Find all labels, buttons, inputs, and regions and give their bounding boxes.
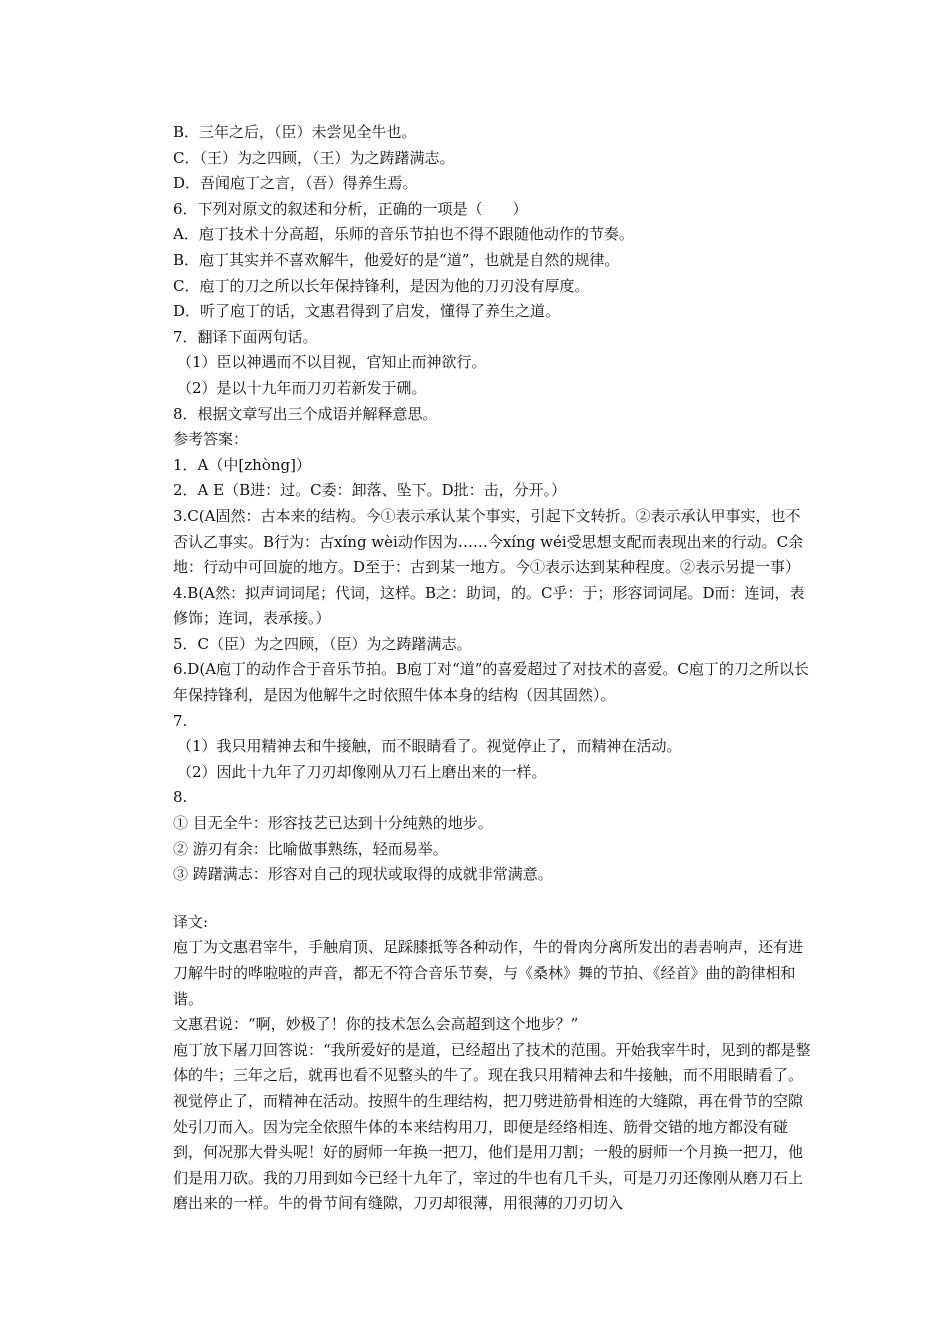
question-8-stem: 8．根据文章写出三个成语并解释意思。: [173, 404, 438, 423]
answer-6: 6.D(A庖丁的动作合于音乐节拍。B庖丁对“道”的喜爱超过了对技术的喜爱。C庖丁的刀之所以长年保持锋利，是因为他解牛之时依照牛体本身的结构（因其固然）。: [173, 660, 809, 705]
document-page: [173, 120, 813, 1217]
question-6-stem: 6．下列对原文的叙述和分析，正确的一项是（ ）: [173, 199, 528, 218]
question-7-stem: 7．翻译下面两句话。: [173, 327, 318, 346]
answer-8-item-2: ② 游刃有余：比喻做事熟练，轻而易举。: [173, 839, 448, 858]
answer-8-number: 8.: [173, 788, 188, 807]
answers-title: 参考答案：: [173, 430, 249, 449]
question-6-option-a: A．庖丁技术十分高超，乐师的音乐节拍也不得不跟随他动作的节奏。: [173, 225, 634, 244]
translation-paragraph-3: 庖丁放下屠刀回答说：“我所爱好的是道，已经超出了技术的范围。开始我宰牛时，见到的都是整体的牛；三年之后，就再也看不见整头的牛了。现在我只用精神去和牛接触，而不用眼睛看了。视觉停止了，而精神在活动。按照牛的生理结构，把刀劈进筋骨相连的大缝隙，再在骨节的空隙处引刀而入。因为完全依照牛体的本来结构用刀，即便是经络相连、筋骨交错的地方都没有碰到，何况那大骨头呢！好的厨师一年换一把刀，他们是用刀割；一般的厨师一个月换一把刀，他们是用刀砍。我的刀用到如今已经十九年了，宰过的牛也有几千头，可是刀刃还像刚从磨刀石上磨出来的一样。牛的骨节间有缝隙，刀刃却很薄，用很薄的刀刃切入: [173, 1040, 811, 1213]
option-b: B．三年之后，（臣）未尝见全牛也。: [173, 123, 417, 141]
answer-5: 5．C（臣）为之四顾，（臣）为之踌躇满志。: [173, 634, 472, 653]
question-7-item-1: （1）臣以神遇而不以目视，官知止而神欲行。: [177, 353, 487, 372]
answer-1: 1．A（中[zhòng]）: [173, 455, 311, 474]
answer-8-item-1: ① 目无全牛：形容技艺已达到十分纯熟的地步。: [173, 814, 493, 833]
question-7-item-2: （2）是以十九年而刀刃若新发于硎。: [177, 378, 427, 397]
option-d: D．吾闻庖丁之言，（吾）得养生焉。: [173, 174, 418, 193]
answer-3: 3.C(A固然：古本来的结构。今①表示承认某个事实，引起下文转折。②表示承认甲事实，也不否认乙事实。B行为：古xíng wèi动作因为……今xíng wéi受思想支配而表现出来的行动。C余地：行动中可回旋的地方。D至于：古到某一地方。今①表示达到某种程度。②表示另提一事）: [173, 506, 804, 577]
question-6-option-d: D．听了庖丁的话，文惠君得到了启发，懂得了养生之道。: [173, 302, 561, 321]
translation-paragraph-2: 文惠君说：“啊，妙极了！你的技术怎么会高超到这个地步？”: [173, 1015, 579, 1034]
answer-4: 4.B(A然：拟声词词尾；代词，这样。B之：助词，的。C乎：于；形容词词尾。D而：连词，表修饰；连词，表承接。）: [173, 583, 805, 628]
question-6-option-b: B．庖丁其实并不喜欢解牛，他爱好的是“道”，也就是自然的规律。: [173, 250, 620, 269]
translation-paragraph-1: 庖丁为文惠君宰牛，手触肩顶、足踩膝抵等各种动作，牛的骨肉分离所发出的砉砉响声，还有进刀解牛时的哗啦啦的声音，都无不符合音乐节奏，与《桑林》舞的节拍、《经首》曲的韵律相和谐。: [173, 938, 804, 1008]
question-6-option-c: C．庖丁的刀之所以长年保持锋利，是因为他的刀刃没有厚度。: [173, 276, 590, 295]
answer-7-item-2: （2）因此十九年了刀刃却像刚从刀石上磨出来的一样。: [177, 762, 547, 781]
section-spacer: [173, 888, 813, 910]
option-c: C．（王）为之四顾，（王）为之踌躇满志。: [173, 148, 455, 167]
answer-2: 2．A E（B进：过。C委：卸落、坠下。D批：击，分开。）: [173, 481, 567, 500]
answer-7-item-1: （1）我只用精神去和牛接触，而不眼睛看了。视觉停止了，而精神在活动。: [177, 737, 682, 756]
answer-8-item-3: ③ 踌躇满志：形容对自己的现状或取得的成就非常满意。: [173, 865, 553, 884]
translation-title: 译文:: [173, 912, 209, 931]
answer-7-number: 7.: [173, 711, 188, 730]
